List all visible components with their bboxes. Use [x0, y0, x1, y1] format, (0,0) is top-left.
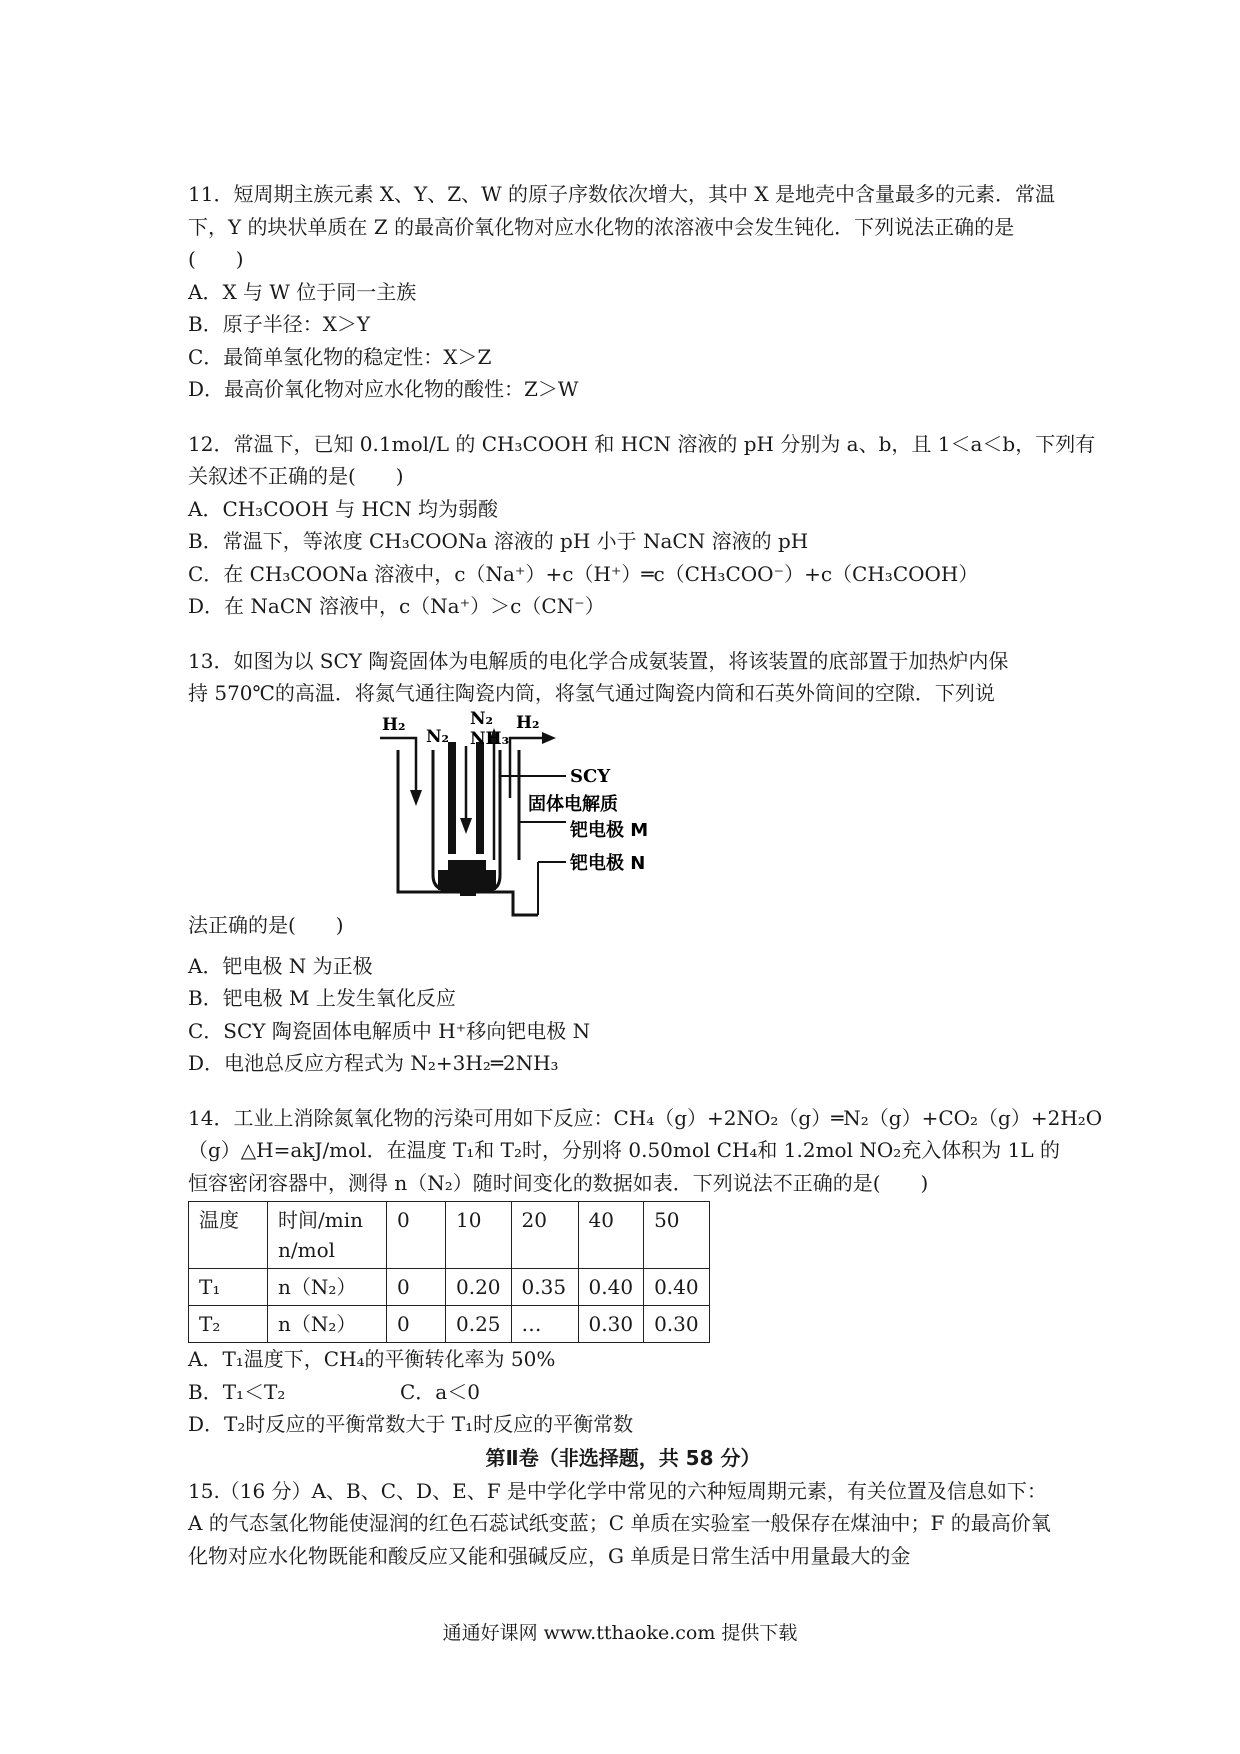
question-12-stem-line-2: 关叙述不正确的是( ): [188, 464, 404, 488]
table-cell: 0: [387, 1269, 446, 1306]
q11-option-c: C．最简单氢化物的稳定性：X＞Z: [188, 344, 492, 369]
question-12-stem-line-1: 12．常温下，已知 0.1mol/L 的 CH₃COOH 和 HCN 溶液的 pH 分别为 a、b，且 1＜a＜b，下列有: [188, 431, 1096, 456]
table-header-cell: 10: [446, 1202, 512, 1269]
table-cell: n（N₂）: [268, 1306, 387, 1343]
q13-option-a: A．钯电极 N 为正极: [188, 953, 373, 978]
q11-option-d: D．最高价氧化物对应水化物的酸性：Z＞W: [188, 377, 579, 401]
figure-label-n2-out: N₂: [470, 709, 493, 729]
figure-label-electrode-n: 钯电极 N: [570, 852, 646, 874]
q14-option-c: C．a＜0: [400, 1379, 480, 1404]
q14-option-a: A．T₁温度下，CH₄的平衡转化率为 50%: [188, 1347, 556, 1371]
table-cell: T₁: [189, 1269, 268, 1306]
figure-label-electrolyte: 固体电解质: [528, 793, 618, 815]
table-header-cell: 时间/min n/mol: [268, 1202, 387, 1269]
table-cell: 0.20: [446, 1269, 512, 1306]
figure-label-n2-in: N₂: [426, 726, 449, 747]
table-cell: T₂: [189, 1306, 268, 1343]
question-13-stem-line-1: 13．如图为以 SCY 陶瓷固体为电解质的电化学合成氨装置，将该装置的底部置于加热炉内保: [188, 648, 1009, 673]
table-header-cell: 40: [578, 1202, 644, 1269]
q14-option-b: B．T₁＜T₂: [188, 1379, 286, 1404]
q14-option-bc-row: [188, 1376, 1058, 1409]
question-14-stem-line-3: 恒容密闭容器中，测得 n（N₂）随时间变化的数据如表．下列说法不正确的是( ): [188, 1170, 929, 1195]
table-row: [189, 1269, 710, 1306]
footer-source: 通通好课网 www.tthaoke.com 提供下载: [442, 1622, 798, 1644]
table-header-cell: 温度: [189, 1202, 268, 1269]
table-cell: 0.40: [644, 1269, 710, 1306]
question-13-stem-line-2: 持 570℃的高温．将氮气通往陶瓷内筒，将氢气通过陶瓷内筒和石英外筒间的空隙．下列说: [188, 681, 995, 705]
table-row: [189, 1306, 710, 1343]
ammonia-cell-diagram: [378, 710, 798, 922]
figure-label-nh3-out: NH₃: [470, 728, 510, 749]
table-cell: 0: [387, 1306, 446, 1343]
figure-label-h2-in: H₂: [382, 714, 406, 735]
question-13: [188, 645, 1058, 1080]
question-12: [188, 428, 1096, 623]
exam-page: [188, 178, 1103, 1572]
question-11-stem: 11．短周期主族元素 X、Y、Z、W 的原子序数依次增大，其中 X 是地壳中含量最多的元素．常温下，Y 的块状单质在 Z 的最高价氧化物对应水化物的浓溶液中会发生钝化．下列说法正确的是( ): [188, 182, 1056, 271]
question-13-stem-tail: 法正确的是( ): [188, 913, 344, 937]
question-14-stem-line-1: 14．工业上消除氮氧化物的污染可用如下反应：CH₄（g）+2NO₂（g）═N₂（g）+CO₂（g）+2H₂O: [188, 1105, 1103, 1130]
table-cell: n（N₂）: [268, 1269, 387, 1306]
question-14: [188, 1102, 1103, 1441]
q13-option-b: B．钯电极 M 上发生氧化反应: [188, 986, 456, 1010]
figure-label-electrode-m: 钯电极 M: [570, 819, 649, 841]
q13-option-d: D．电池总反应方程式为 N₂+3H₂═2NH₃: [188, 1051, 559, 1075]
n2-data-table: [188, 1201, 710, 1343]
figure-label-h2-out: H₂: [516, 712, 540, 733]
table-header-row: [189, 1202, 710, 1269]
table-cell: 0.30: [644, 1306, 710, 1343]
q12-option-b: B．常温下，等浓度 CH₃COONa 溶液的 pH 小于 NaCN 溶液的 pH: [188, 529, 809, 553]
q13-option-c: C．SCY 陶瓷固体电解质中 H⁺移向钯电极 N: [188, 1018, 591, 1043]
part-2-title: 第Ⅱ卷（非选择题，共 58 分）: [485, 1445, 761, 1470]
question-15-stem: 15.（16 分）A、B、C、D、E、F 是中学化学中常见的六种短周期元素，有关位置及信息如下：A 的气态氢化物能使湿润的红色石蕊试纸变蓝；C 单质在实验室一般保存在煤油中；F 的最高价氧化物对应水化物既能和酸反应又能和强碱反应，G 单质是日常生活中用量最大的金: [188, 1478, 1051, 1568]
table-header-cell: 0: [387, 1202, 446, 1269]
table-cell: 0.35: [511, 1269, 578, 1306]
table-header-cell: 20: [511, 1202, 578, 1269]
question-14-stem-line-2: （g）△H=akJ/mol．在温度 T₁和 T₂时，分别将 0.50mol CH₄和 1.2mol NO₂充入体积为 1L 的: [188, 1138, 1060, 1162]
q11-option-b: B．原子半径：X＞Y: [188, 312, 371, 336]
table-cell: 0.30: [578, 1306, 644, 1343]
table-cell: 0.25: [446, 1306, 512, 1343]
figure-label-scy: SCY: [570, 765, 611, 787]
figure-row: [188, 710, 1058, 950]
q14-option-d: D．T₂时反应的平衡常数大于 T₁时反应的平衡常数: [188, 1412, 634, 1436]
table-cell: 0.40: [578, 1269, 644, 1306]
table-header-cell: 50: [644, 1202, 710, 1269]
q11-option-a: A．X 与 W 位于同一主族: [188, 279, 417, 304]
q12-option-a: A．CH₃COOH 与 HCN 均为弱酸: [188, 496, 499, 521]
q12-option-c: C．在 CH₃COONa 溶液中，c（Na⁺）+c（H⁺）═c（CH₃COO⁻）+c（CH₃COOH）: [188, 561, 979, 586]
q12-option-d: D．在 NaCN 溶液中，c（Na⁺）＞c（CN⁻）: [188, 594, 605, 618]
table-cell: …: [511, 1306, 578, 1343]
question-11: [188, 178, 1058, 406]
